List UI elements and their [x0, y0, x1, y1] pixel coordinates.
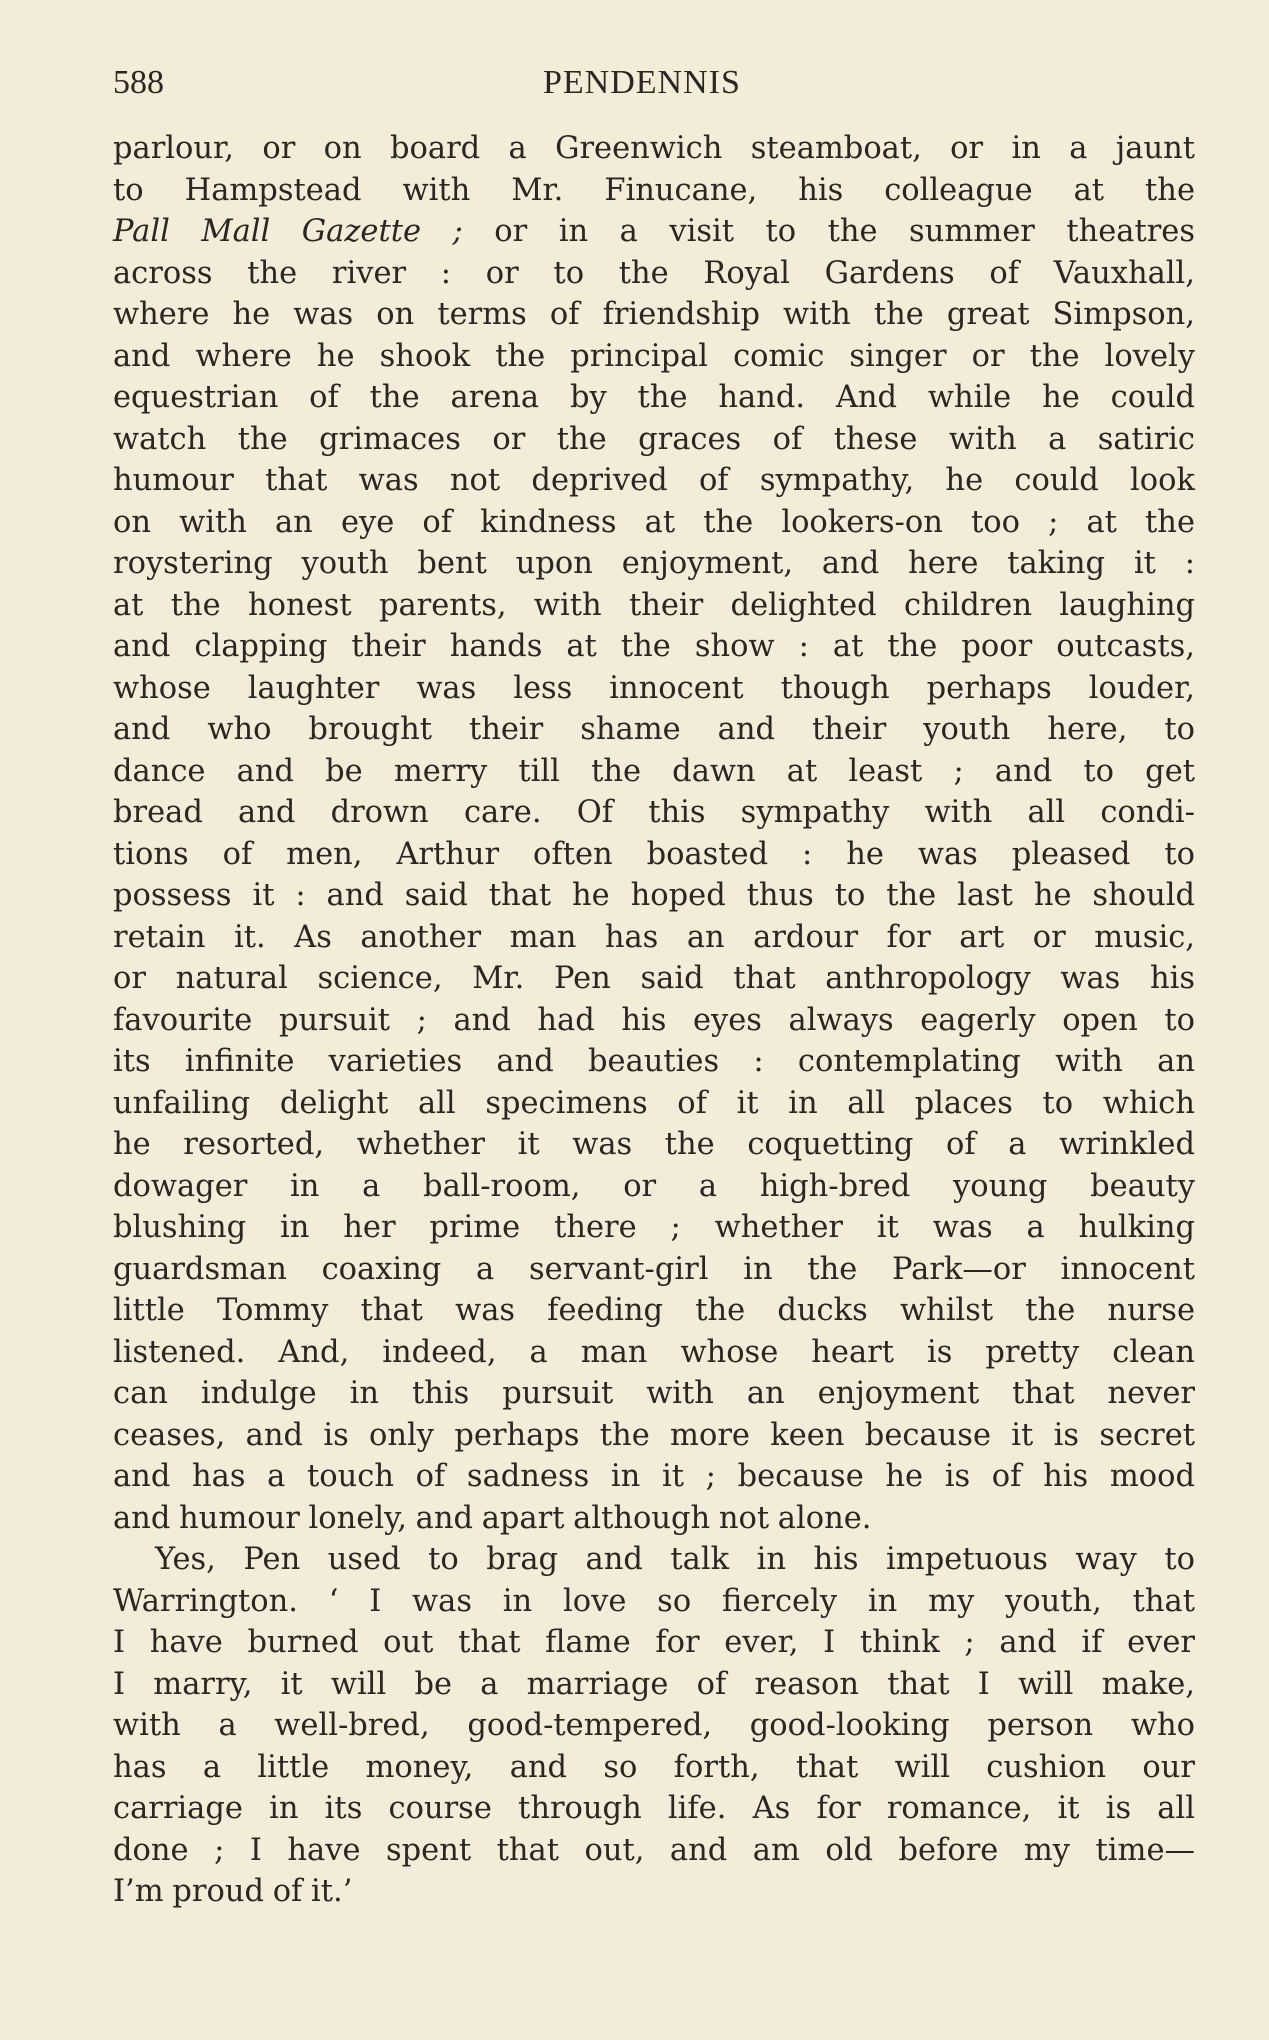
text-line: I marry, it will be a marriage of reason that I will make, — [113, 1666, 1195, 1702]
text-line: with a well-bred, good-tempered, good-looking person who — [113, 1708, 1195, 1743]
text-line: roystering youth bent upon enjoyment, and here taking it : — [113, 546, 1195, 581]
text-line: carriage in its course through life. As for romance, it is all — [113, 1791, 1195, 1826]
text-line: and humour lonely, and apart although not alone. — [113, 1500, 872, 1536]
text-line: or natural science, Mr. Pen said that anthropology was his — [113, 961, 1195, 996]
text-line: and clapping their hands at the show : at the poor outcasts, — [113, 629, 1195, 664]
text-line: favourite pursuit ; and had his eyes always eagerly open to — [113, 1002, 1195, 1038]
text-line: bread and drown care. Of this sympathy with all condi- — [113, 795, 1195, 830]
running-title: PENDENNIS — [543, 64, 741, 101]
paragraph-1 — [113, 128, 1195, 1539]
text-line: equestrian of the arena by the hand. And while he could — [113, 380, 1195, 415]
page-number: 588 — [113, 64, 164, 101]
text-line: ceases, and is only perhaps the more keen because it is secret — [113, 1417, 1195, 1453]
text-line: blushing in her prime there ; whether it was a hulking — [113, 1210, 1195, 1245]
text-line: guardsman coaxing a servant-girl in the Park—or innocent — [113, 1251, 1195, 1287]
text-line: on with an eye of kindness at the lookers-on too ; at the — [113, 504, 1195, 540]
text-line: tions of men, Arthur often boasted : he was pleased to — [113, 836, 1195, 872]
body-text — [113, 128, 1195, 1913]
text-line: can indulge in this pursuit with an enjoyment that never — [113, 1376, 1195, 1411]
text-line: done ; I have spent that out, and am old before my time— — [113, 1832, 1195, 1868]
text-line: whose laughter was less innocent though perhaps louder, — [113, 670, 1195, 706]
text-line: to Hampstead with Mr. Finucane, his colleague at the — [113, 172, 1195, 208]
text-line: and has a touch of sadness in it ; because he is of his mood — [113, 1459, 1195, 1494]
text-line: where he was on terms of friendship with the great Simpson, — [113, 297, 1195, 332]
text-line: has a little money, and so forth, that will cushion our — [113, 1749, 1195, 1785]
text-line: humour that was not deprived of sympathy, he could look — [113, 463, 1195, 498]
text-line: watch the grimaces or the graces of these with a satiric — [113, 421, 1195, 457]
text-line: and who brought their shame and their youth here, to — [113, 712, 1195, 747]
text-line: parlour, or on board a Greenwich steamboat, or in a jaunt — [113, 131, 1195, 166]
text-line: unfailing delight all specimens of it in all places to which — [113, 1085, 1195, 1121]
text-line: its infinite varieties and beauties : contemplating with an — [113, 1044, 1195, 1079]
text-line: Yes, Pen used to brag and talk in his impetuous way to — [155, 1542, 1195, 1577]
italic-title: Pall Mall Gazette ; — [113, 214, 463, 249]
text-fragment: or in a visit to the summer theatres — [462, 214, 1196, 249]
text-line: I’m proud of it.’ — [113, 1874, 353, 1909]
running-head — [113, 58, 1193, 108]
text-line: listened. And, indeed, a man whose heart is pretty clean — [113, 1334, 1195, 1370]
text-line: little Tommy that was feeding the ducks whilst the nurse — [113, 1293, 1195, 1328]
text-line: I have burned out that flame for ever, I think ; and if ever — [113, 1625, 1195, 1660]
text-line: at the honest parents, with their delighted children laughing — [113, 587, 1195, 623]
text-line — [113, 211, 1195, 253]
text-line: dance and be merry till the dawn at least ; and to get — [113, 753, 1195, 789]
text-line: and where he shook the principal comic singer or the lovely — [113, 338, 1195, 374]
text-line: possess it : and said that he hoped thus to the last he should — [113, 878, 1195, 913]
text-line: he resorted, whether it was the coquetting of a wrinkled — [113, 1127, 1195, 1162]
text-line: dowager in a ball-room, or a high-bred young beauty — [113, 1168, 1195, 1204]
paragraph-2 — [113, 1539, 1195, 1913]
text-line: retain it. As another man has an ardour for art or music, — [113, 919, 1195, 955]
text-line: across the river : or to the Royal Gardens of Vauxhall, — [113, 255, 1195, 291]
text-line: Warrington. ‘ I was in love so fiercely in my youth, that — [113, 1583, 1195, 1619]
